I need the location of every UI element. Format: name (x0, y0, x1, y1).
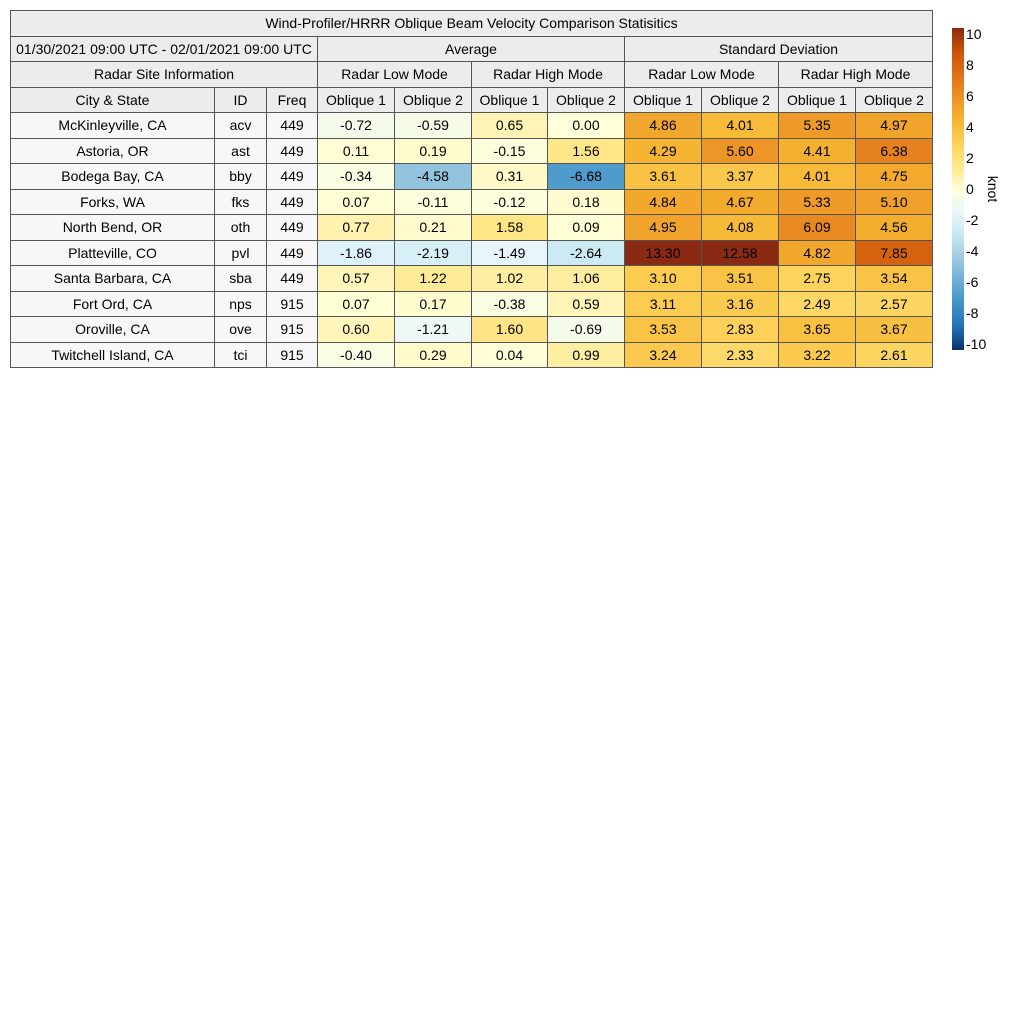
average-value-cell: 1.58 (472, 215, 548, 241)
average-value-cell: 0.57 (318, 266, 395, 292)
average-value-cell: 1.22 (395, 266, 472, 292)
average-value-cell: 1.02 (472, 266, 548, 292)
average-value-cell: -1.21 (395, 317, 472, 343)
column-header-city: City & State (11, 87, 215, 113)
colorbar-tick-label: 6 (966, 88, 974, 104)
std-dev-value-cell: 13.30 (625, 240, 702, 266)
colorbar-gradient (952, 28, 964, 350)
row-site-id: acv (215, 113, 267, 139)
std-dev-value-cell: 4.97 (856, 113, 933, 139)
std-dev-value-cell: 3.51 (702, 266, 779, 292)
std-dev-value-cell: 4.01 (779, 164, 856, 190)
colorbar-tick-label: -6 (966, 274, 979, 290)
row-freq: 449 (267, 266, 318, 292)
std-dev-value-cell: 7.85 (856, 240, 933, 266)
row-city: Oroville, CA (11, 317, 215, 343)
average-value-cell: -2.19 (395, 240, 472, 266)
average-value-cell: 0.29 (395, 342, 472, 368)
average-value-cell: 0.31 (472, 164, 548, 190)
std-dev-value-cell: 4.41 (779, 138, 856, 164)
std-dev-header: Standard Deviation (625, 36, 933, 62)
average-value-cell: -0.69 (548, 317, 625, 343)
row-site-id: ove (215, 317, 267, 343)
period-header: 01/30/2021 09:00 UTC - 02/01/2021 09:00 UTC (11, 36, 318, 62)
std-low-mode-header: Radar Low Mode (625, 62, 779, 88)
std-dev-value-cell: 5.60 (702, 138, 779, 164)
average-value-cell: 0.99 (548, 342, 625, 368)
avg-low-mode-header: Radar Low Mode (318, 62, 472, 88)
average-value-cell: -6.68 (548, 164, 625, 190)
average-value-cell: 0.11 (318, 138, 395, 164)
std-dev-value-cell: 2.57 (856, 291, 933, 317)
std-dev-value-cell: 5.35 (779, 113, 856, 139)
row-site-id: tci (215, 342, 267, 368)
column-header-oblique: Oblique 2 (395, 87, 472, 113)
site-info-header: Radar Site Information (11, 62, 318, 88)
std-dev-value-cell: 3.53 (625, 317, 702, 343)
row-site-id: sba (215, 266, 267, 292)
column-header-oblique: Oblique 2 (548, 87, 625, 113)
average-value-cell: -0.72 (318, 113, 395, 139)
row-site-id: fks (215, 189, 267, 215)
average-value-cell: -0.11 (395, 189, 472, 215)
colorbar-tick-label: 10 (966, 26, 982, 42)
average-value-cell: -0.40 (318, 342, 395, 368)
table-row (11, 138, 933, 164)
colorbar-label: knot (985, 175, 1001, 203)
average-value-cell: 0.19 (395, 138, 472, 164)
table-row (11, 291, 933, 317)
row-city: Astoria, OR (11, 138, 215, 164)
std-dev-value-cell: 4.84 (625, 189, 702, 215)
column-header-oblique: Oblique 2 (856, 87, 933, 113)
average-value-cell: 1.06 (548, 266, 625, 292)
std-dev-value-cell: 12.58 (702, 240, 779, 266)
average-value-cell: 0.65 (472, 113, 548, 139)
row-freq: 915 (267, 317, 318, 343)
average-value-cell: 0.59 (548, 291, 625, 317)
average-value-cell: 0.77 (318, 215, 395, 241)
std-dev-value-cell: 3.24 (625, 342, 702, 368)
row-city: North Bend, OR (11, 215, 215, 241)
colorbar-tick-label: -4 (966, 243, 979, 259)
row-freq: 915 (267, 291, 318, 317)
std-dev-value-cell: 4.86 (625, 113, 702, 139)
table-row (11, 240, 933, 266)
column-header-id: ID (215, 87, 267, 113)
row-site-id: bby (215, 164, 267, 190)
column-header-oblique: Oblique 1 (625, 87, 702, 113)
average-value-cell: -0.59 (395, 113, 472, 139)
row-site-id: oth (215, 215, 267, 241)
row-site-id: pvl (215, 240, 267, 266)
average-value-cell: -0.15 (472, 138, 548, 164)
row-city: McKinleyville, CA (11, 113, 215, 139)
average-value-cell: 0.18 (548, 189, 625, 215)
std-dev-value-cell: 3.54 (856, 266, 933, 292)
std-dev-value-cell: 2.33 (702, 342, 779, 368)
std-dev-value-cell: 6.38 (856, 138, 933, 164)
average-value-cell: 0.09 (548, 215, 625, 241)
std-dev-value-cell: 2.83 (702, 317, 779, 343)
average-value-cell: 0.07 (318, 291, 395, 317)
colorbar-tick-label: 2 (966, 150, 974, 166)
colorbar-tick-label: 4 (966, 119, 974, 135)
std-dev-value-cell: 3.16 (702, 291, 779, 317)
average-value-cell: -1.49 (472, 240, 548, 266)
std-dev-value-cell: 3.10 (625, 266, 702, 292)
table-row (11, 266, 933, 292)
average-value-cell: -4.58 (395, 164, 472, 190)
std-dev-value-cell: 2.49 (779, 291, 856, 317)
avg-high-mode-header: Radar High Mode (472, 62, 625, 88)
colorbar-tick-label: -2 (966, 212, 979, 228)
table-row (11, 189, 933, 215)
average-value-cell: 0.00 (548, 113, 625, 139)
row-city: Santa Barbara, CA (11, 266, 215, 292)
std-dev-value-cell: 4.95 (625, 215, 702, 241)
std-dev-value-cell: 4.29 (625, 138, 702, 164)
std-dev-value-cell: 5.10 (856, 189, 933, 215)
average-value-cell: -0.38 (472, 291, 548, 317)
average-value-cell: -0.12 (472, 189, 548, 215)
average-value-cell: 0.04 (472, 342, 548, 368)
row-freq: 449 (267, 189, 318, 215)
colorbar-tick-label: -8 (966, 305, 979, 321)
row-city: Bodega Bay, CA (11, 164, 215, 190)
row-freq: 449 (267, 215, 318, 241)
row-freq: 449 (267, 138, 318, 164)
average-value-cell: 0.07 (318, 189, 395, 215)
std-dev-value-cell: 3.37 (702, 164, 779, 190)
average-value-cell: 1.60 (472, 317, 548, 343)
row-site-id: ast (215, 138, 267, 164)
std-dev-value-cell: 4.67 (702, 189, 779, 215)
average-value-cell: 1.56 (548, 138, 625, 164)
column-header-oblique: Oblique 1 (779, 87, 856, 113)
std-dev-value-cell: 3.65 (779, 317, 856, 343)
column-header-oblique: Oblique 1 (472, 87, 548, 113)
colorbar-tick-label: -10 (966, 336, 987, 352)
table-row (11, 113, 933, 139)
average-value-cell: -1.86 (318, 240, 395, 266)
std-dev-value-cell: 4.75 (856, 164, 933, 190)
std-dev-value-cell: 4.08 (702, 215, 779, 241)
std-dev-value-cell: 4.56 (856, 215, 933, 241)
row-site-id: nps (215, 291, 267, 317)
std-dev-value-cell: 6.09 (779, 215, 856, 241)
average-value-cell: 0.17 (395, 291, 472, 317)
average-value-cell: 0.21 (395, 215, 472, 241)
std-dev-value-cell: 3.61 (625, 164, 702, 190)
std-dev-value-cell: 2.61 (856, 342, 933, 368)
average-value-cell: 0.60 (318, 317, 395, 343)
colorbar-tick-label: 0 (966, 181, 974, 197)
average-value-cell: -0.34 (318, 164, 395, 190)
std-dev-value-cell: 5.33 (779, 189, 856, 215)
row-freq: 449 (267, 113, 318, 139)
std-dev-value-cell: 3.11 (625, 291, 702, 317)
column-header-freq: Freq (267, 87, 318, 113)
table-row (11, 342, 933, 368)
stats-table (10, 10, 933, 368)
table-row (11, 215, 933, 241)
colorbar-tick-label: 8 (966, 57, 974, 73)
table-row (11, 317, 933, 343)
average-header: Average (318, 36, 625, 62)
row-city: Twitchell Island, CA (11, 342, 215, 368)
row-city: Platteville, CO (11, 240, 215, 266)
std-dev-value-cell: 2.75 (779, 266, 856, 292)
row-city: Forks, WA (11, 189, 215, 215)
column-header-oblique: Oblique 2 (702, 87, 779, 113)
std-dev-value-cell: 4.01 (702, 113, 779, 139)
table-title: Wind-Profiler/HRRR Oblique Beam Velocity Comparison Statisitics (11, 11, 933, 37)
column-header-oblique: Oblique 1 (318, 87, 395, 113)
table-row (11, 164, 933, 190)
colorbar (950, 26, 1020, 366)
std-dev-value-cell: 3.22 (779, 342, 856, 368)
std-high-mode-header: Radar High Mode (779, 62, 933, 88)
average-value-cell: -2.64 (548, 240, 625, 266)
std-dev-value-cell: 4.82 (779, 240, 856, 266)
row-freq: 449 (267, 240, 318, 266)
std-dev-value-cell: 3.67 (856, 317, 933, 343)
row-freq: 449 (267, 164, 318, 190)
row-city: Fort Ord, CA (11, 291, 215, 317)
row-freq: 915 (267, 342, 318, 368)
